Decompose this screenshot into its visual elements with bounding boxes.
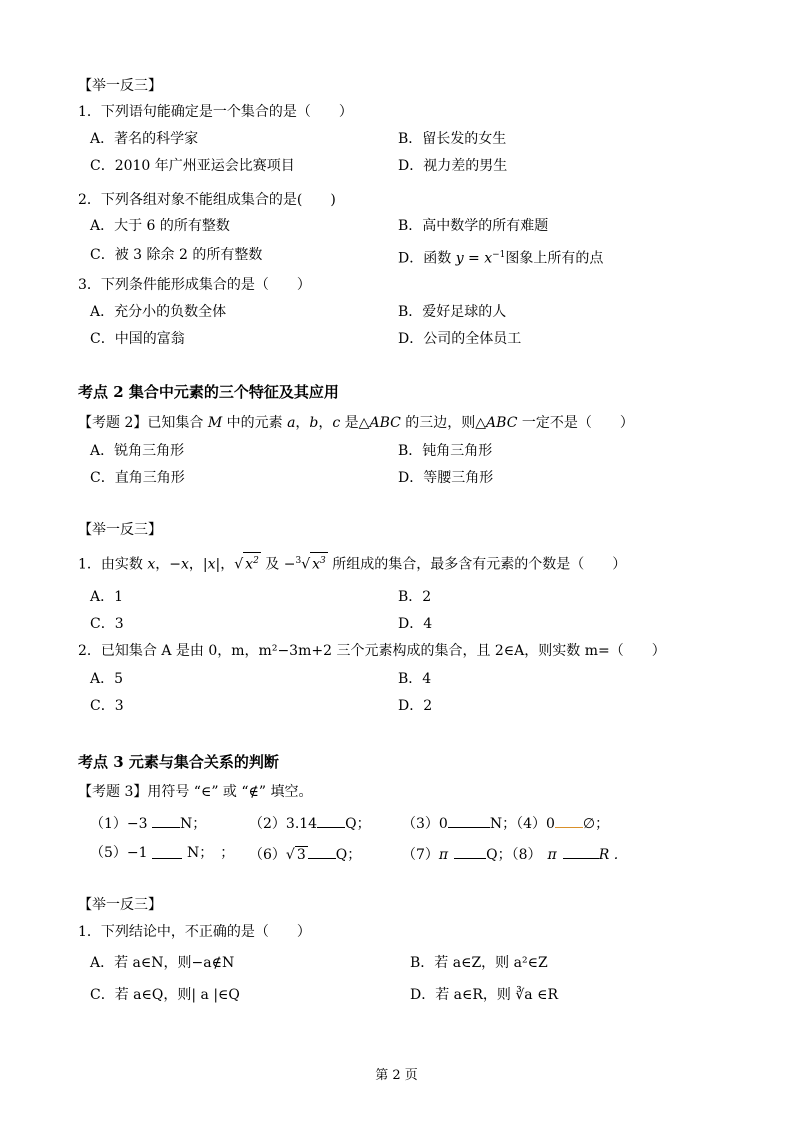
option-d: D．等腰三角形 [398,470,494,486]
text: Q； [335,847,362,863]
empty-set-symbol: ∅； [582,816,610,832]
abs-value: |x| [202,556,221,573]
pi-symbol: π [547,847,557,863]
text: ， [295,415,310,431]
fill-blank-row [402,813,609,833]
blank-item-3: （3）0 [402,816,448,832]
question-stem: 2．下列各组对象不能组成集合的是( ) [78,192,336,208]
option-a: A．充分小的负数全体 [90,304,227,320]
text: Q；（8） [486,847,542,863]
math-var: x [312,556,321,573]
fill-blank-row [402,844,618,864]
fill-blank-row [157,844,182,864]
math-var: ABC [369,415,401,431]
option-b: B．留长发的女生 [398,131,507,147]
option-a: A．锐角三角形 [90,443,185,459]
question-stem: 3．下列条件能形成集合的是（ ） [78,277,311,293]
answer-blank[interactable] [308,844,336,859]
answer-blank[interactable] [152,844,182,859]
option-a: A．1 [90,589,124,605]
answer-blank[interactable] [563,844,599,859]
root-index: 3 [295,556,302,566]
text: N；（4）0 [489,816,555,832]
answer-blank[interactable] [317,813,345,828]
math-superscript: −1 [492,250,506,260]
fill-blank-row [249,844,361,864]
option-d: D．公司的全体员工 [398,331,522,347]
text: N； ； [187,845,235,861]
answer-blank[interactable] [152,813,180,828]
option-d-prefix: D．函数 [398,250,456,267]
option-d: D．2 [398,698,433,714]
math-var: x [181,556,189,573]
blank-item-6: （6） [249,847,286,863]
answer-blank[interactable] [555,813,583,828]
text: Q； [345,816,371,832]
option-c: C．直角三角形 [90,470,185,486]
option-a: A．大于 6 的所有整数 [90,218,230,234]
sqrt-radicand [243,552,261,573]
fill-blank-row [90,813,206,833]
option-b: B．4 [398,671,432,687]
text: 的三边，则△ [400,415,487,431]
option-c: C．3 [90,616,124,632]
math-var: x [245,556,254,573]
section-tag: 【举一反三】 [78,78,162,94]
text: ， [188,556,203,573]
blank-item-5: （5）−1 [90,845,148,861]
text: N； [180,816,207,832]
math-var: c [332,415,341,431]
math-var: M [207,415,223,431]
blank-item-1: （1）−3 [90,816,152,832]
text: 1．由实数 [78,556,148,573]
question-stem [78,552,626,574]
sqrt-radicand: 3 [296,847,306,863]
option-c: C．3 [90,698,124,714]
option-c: C．被 3 除余 2 的所有整数 [90,247,263,263]
option-b: B．高中数学的所有难题 [398,218,549,234]
math-superscript: 2 [253,556,259,566]
math-expression: y = x [455,250,493,267]
example-stem: 【考题 3】用符号 “∈” 或 “∉” 填空。 [78,784,313,800]
text: 所组成的集合，最多含有元素的个数是（ ） [327,556,627,573]
text: 中的元素 [222,415,288,431]
option-b: B．2 [398,589,432,605]
section-heading: 考点 2 集合中元素的三个特征及其应用 [78,383,339,401]
option-a: A．若 a∈N，则−a∉N [90,955,235,971]
option-d: D．4 [398,616,433,632]
text: ， [318,415,333,431]
question-stem: 1．下列语句能确定是一个集合的是（ ） [78,104,353,120]
option-c: C．若 a∈Q，则| a |∈Q [90,987,240,1003]
option-b: B．若 a∈Z，则 a²∈Z [410,955,548,971]
text: 【考题 2】已知集合 [78,415,208,431]
text: 一定不是（ ） [517,415,634,431]
option-c: C．2010 年广州亚运会比赛项目 [90,158,295,174]
blank-item-7: （7） [402,847,439,863]
option-a: A．著名的科学家 [90,131,199,147]
math-var: a [287,415,296,431]
question-stem: 1．下列结论中，不正确的是（ ） [78,924,311,940]
answer-blank[interactable] [454,844,486,859]
option-b: B．钝角三角形 [398,443,493,459]
example-stem [78,414,634,432]
fill-blank-row [90,844,148,862]
text: 及 − [260,556,296,573]
text: 是△ [340,415,370,431]
option-d: D．视力差的男生 [398,158,508,174]
option-d-suffix: 图象上所有的点 [505,250,604,267]
sqrt-symbol: √ [285,847,295,863]
pi-symbol: π [438,847,449,863]
math-var: b [309,415,319,431]
section-tag: 【举一反三】 [78,522,162,538]
blank-item-2: （2）3.14 [249,816,318,832]
text: ， [220,556,235,573]
math-superscript: 3 [320,556,326,566]
question-stem: 2．已知集合 A 是由 0，m，m²−3m+2 三个元素构成的集合，且 2∈A，则实数 m=（ ） [78,643,666,659]
option-d: D．若 a∈R，则 ∛a ∈R [410,987,558,1003]
sqrt-symbol: √ [234,556,244,573]
section-heading: 考点 3 元素与集合关系的判断 [78,753,279,771]
cbrt-symbol: √ [301,556,311,573]
math-var: ABC [486,415,518,431]
page-number: 第 2 页 [375,1068,418,1083]
answer-blank[interactable] [448,813,490,828]
math-var: x [147,556,156,573]
option-a: A．5 [90,671,124,687]
text: ，− [155,556,181,573]
text: R . [598,847,619,863]
option-b: B．爱好足球的人 [398,304,507,320]
option-d [398,246,603,268]
option-c: C．中国的富翁 [90,331,185,347]
fill-blank-row [187,844,234,862]
cbrt-radicand [310,552,328,573]
fill-blank-row [249,813,371,833]
section-tag: 【举一反三】 [78,897,162,913]
